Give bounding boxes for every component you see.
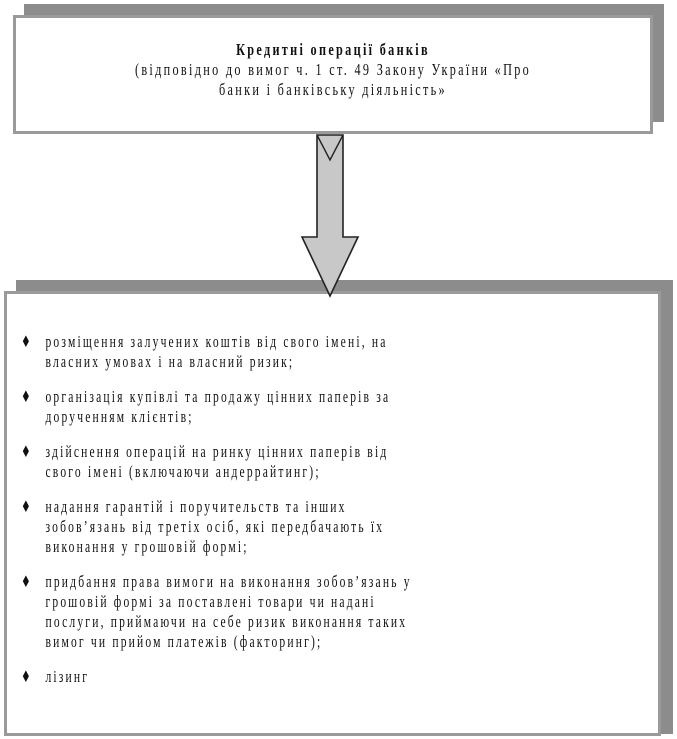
diamond-bullet-icon: ♦ xyxy=(21,497,31,516)
list-item-text: надання гарантій і поручительств та інших зобов’язань від третіх осіб, які передбачають їх виконання у грошовій формі; xyxy=(45,497,385,556)
list-box xyxy=(4,291,661,736)
diamond-bullet-icon: ♦ xyxy=(21,332,31,351)
list-item xyxy=(21,497,619,557)
header-text xyxy=(105,40,561,100)
list-item-text: лізинг xyxy=(45,667,90,686)
operations-list xyxy=(21,332,619,702)
diamond-bullet-icon: ♦ xyxy=(21,667,31,686)
diagram-subtitle-line-2: банки і банківську діяльність» xyxy=(219,80,447,99)
header-box xyxy=(13,15,653,134)
diamond-bullet-icon: ♦ xyxy=(21,572,31,591)
diamond-bullet-icon: ♦ xyxy=(21,442,31,461)
diamond-bullet-icon: ♦ xyxy=(21,387,31,406)
diagram-subtitle-line-1: (відповідно до вимог ч. 1 ст. 49 Закону України «Про xyxy=(134,60,532,79)
list-item xyxy=(21,667,619,687)
list-item xyxy=(21,387,619,427)
diagram-title: Кредитні операції банків xyxy=(236,40,430,59)
down-arrow-icon xyxy=(300,134,360,298)
list-item-text: організація купівлі та продажу цінних паперів за дорученням клієнтів; xyxy=(45,387,391,426)
list-item xyxy=(21,332,619,372)
list-item-text: придбання права вимоги на виконання зобов’язань у грошовій формі за поставлені товари чи надані послуги, приймаючи на себе ризик виконання таких вимог чи прийом платежів (факторинг); xyxy=(45,572,412,651)
list-item-text: здійснення операцій на ринку цінних паперів від свого імені (включаючи андеррайтинг); xyxy=(45,442,389,481)
list-item xyxy=(21,442,619,482)
list-item xyxy=(21,572,619,652)
list-item-text: розміщення залучених коштів від свого імені, на власних умовах і на власний ризик; xyxy=(45,332,388,371)
